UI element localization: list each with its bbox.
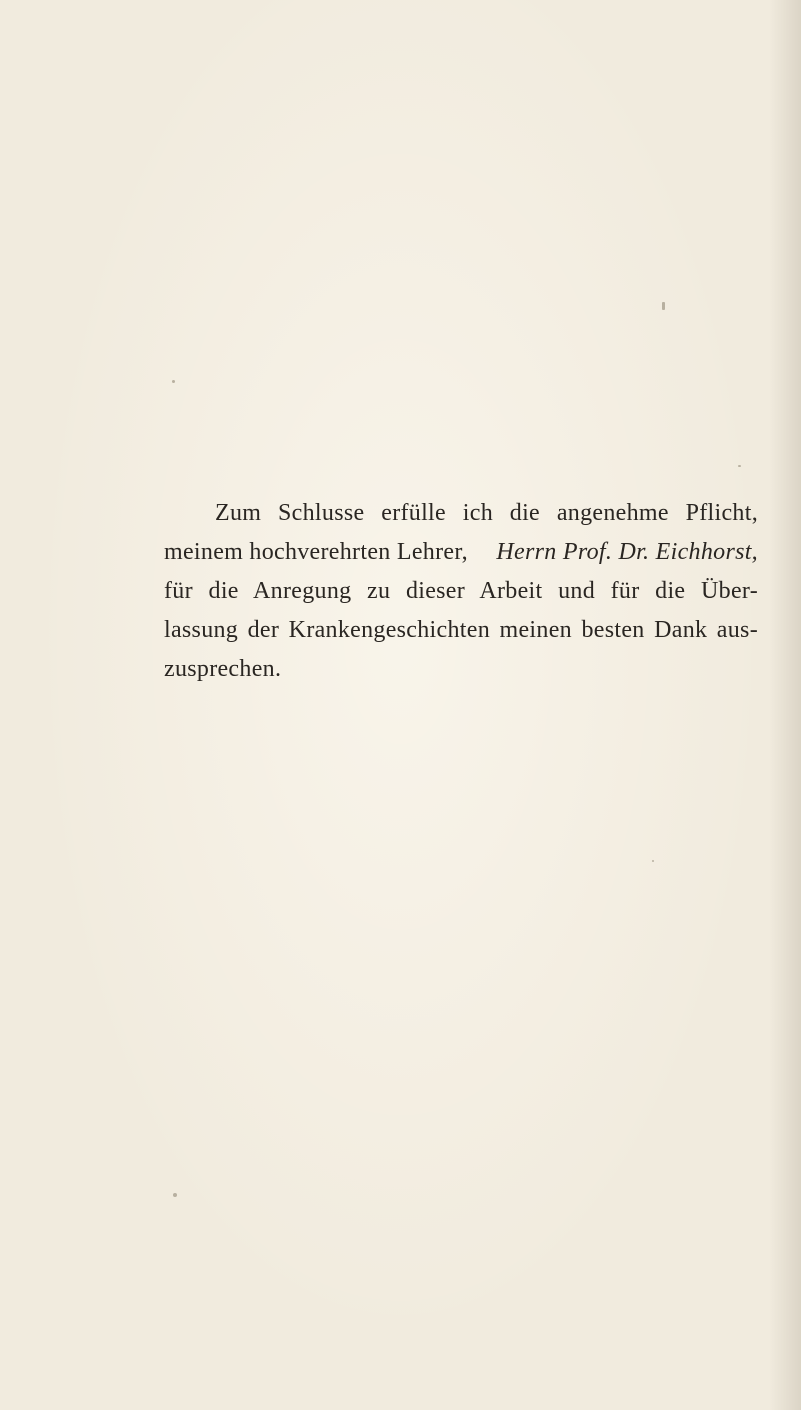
paper-speck	[662, 302, 665, 310]
paragraph-line: lassung der Krankengeschichten meinen besten Dank aus-	[164, 617, 758, 643]
paragraph-line: Zum Schlusse erfülle ich die angenehme Pflicht,	[215, 500, 758, 526]
paper-speck	[652, 860, 654, 862]
paragraph-line: zusprechen.	[164, 656, 282, 682]
paper-speck	[738, 465, 741, 467]
paper-speck	[172, 380, 175, 383]
paragraph-line: für die Anregung zu dieser Arbeit und für die Über-	[164, 578, 758, 604]
paper-speck	[173, 1193, 177, 1197]
italic-name: Herrn Prof. Dr. Eichhorst,	[496, 539, 758, 565]
line-text: meinem hochverehrten Lehrer,	[164, 539, 475, 565]
paragraph-line	[164, 533, 758, 572]
acknowledgement-paragraph	[164, 494, 758, 689]
